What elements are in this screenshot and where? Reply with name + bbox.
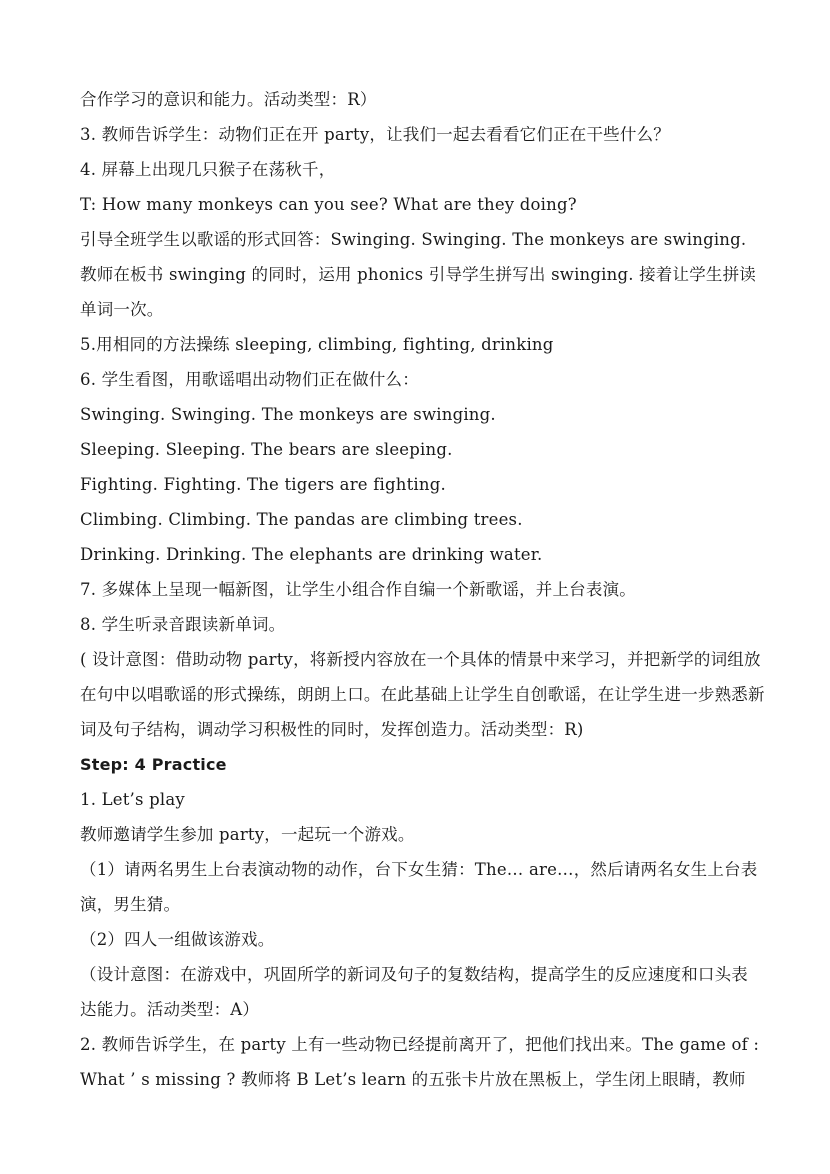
text-line: 1. Let’s play [80, 790, 185, 809]
text-line: 6. 学生看图，用歌谣唱出动物们正在做什么： [80, 370, 419, 389]
text-line: Swinging. Swinging. The monkeys are swinging. [80, 405, 496, 424]
text-line: Drinking. Drinking. The elephants are drinking water. [80, 545, 543, 564]
text-line: What ’ s missing ? 教师将 B Let’s learn 的五张卡片放在黑板上，学生闭上眼睛，教师 [80, 1070, 746, 1089]
text-line: 合作学习的意识和能力。活动类型：R） [80, 90, 377, 109]
text-line: ( 设计意图：借助动物 party，将新授内容放在一个具体的情景中来学习，并把新学的词组放 [80, 650, 761, 669]
text-line: Fighting. Fighting. The tigers are fighting. [80, 475, 446, 494]
text-line: Sleeping. Sleeping. The bears are sleeping. [80, 440, 453, 459]
text-line: 5.用相同的方法操练 sleeping, climbing, fighting, drinking [80, 335, 554, 354]
text-line: 3. 教师告诉学生：动物们正在开 party，让我们一起去看看它们正在干些什么？ [80, 125, 670, 144]
text-line: T: How many monkeys can you see? What are they doing? [80, 195, 577, 214]
text-line: 2. 教师告诉学生，在 party 上有一些动物已经提前离开了，把他们找出来。The game of : [80, 1035, 760, 1054]
text-line: 演，男生猜。 [80, 895, 181, 914]
text-line: （2）四人一组做该游戏。 [80, 930, 275, 949]
text-line: 教师在板书 swinging 的同时，运用 phonics 引导学生拼写出 swinging. 接着让学生拼读 [80, 265, 756, 284]
text-line: 8. 学生听录音跟读新单词。 [80, 615, 286, 634]
text-line: （设计意图：在游戏中，巩固所学的新词及句子的复数结构，提高学生的反应速度和口头表 [80, 965, 748, 984]
text-line: Climbing. Climbing. The pandas are climbing trees. [80, 510, 523, 529]
text-line: 达能力。活动类型：A） [80, 1000, 260, 1019]
text-line: （1）请两名男生上台表演动物的动作，台下女生猜：The… are…，然后请两名女生上台表 [80, 860, 758, 879]
text-line: 词及句子结构，调动学习积极性的同时，发挥创造力。活动类型：R) [80, 720, 584, 739]
text-line: 在句中以唱歌谣的形式操练，朗朗上口。在此基础上让学生自创歌谣，在让学生进一步熟悉新 [80, 685, 765, 704]
section-heading: Step: 4 Practice [80, 755, 227, 774]
text-line: 教师邀请学生参加 party，一起玩一个游戏。 [80, 825, 415, 844]
text-line: 4. 屏幕上出现几只猴子在荡秋千， [80, 160, 336, 179]
text-line: 引导全班学生以歌谣的形式回答：Swinging. Swinging. The monkeys are swinging. [80, 230, 747, 249]
text-line: 单词一次。 [80, 300, 164, 319]
text-line: 7. 多媒体上呈现一幅新图，让学生小组合作自编一个新歌谣，并上台表演。 [80, 580, 636, 599]
